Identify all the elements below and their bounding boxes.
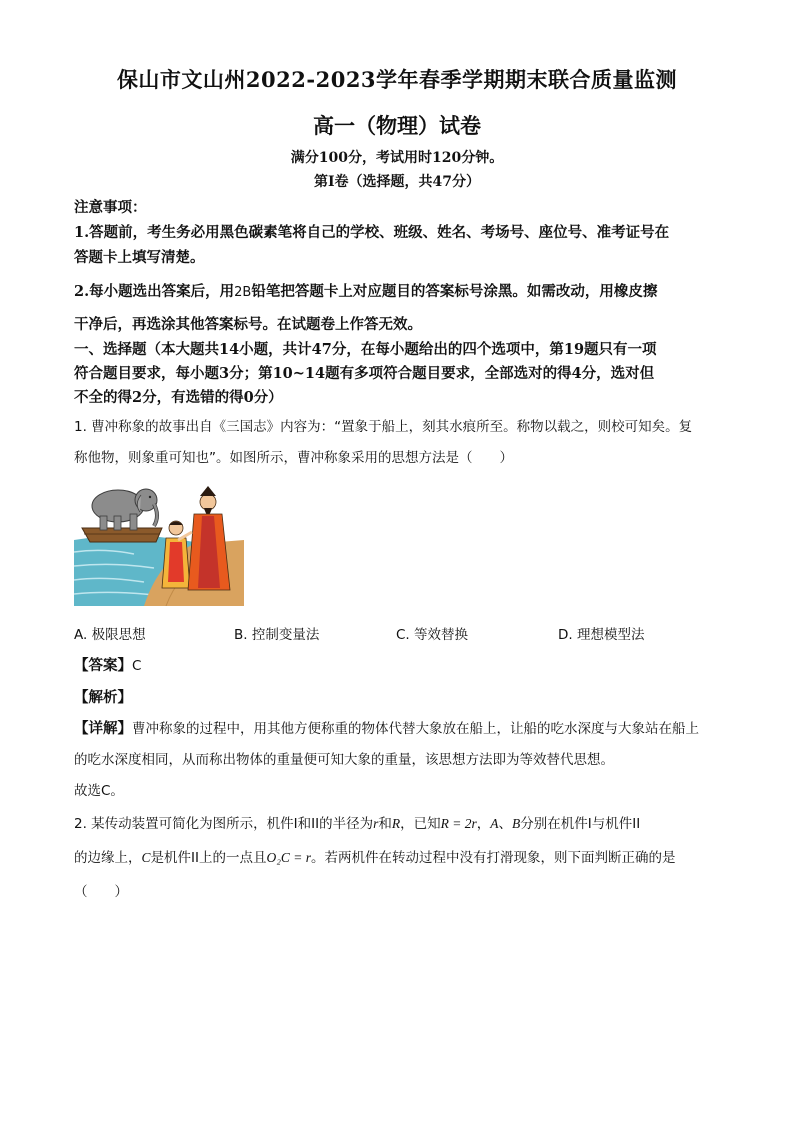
q2-text-i: 。若两机件在转动过程中没有打滑现象，则下面判断正确的是	[311, 850, 676, 866]
q1-conclusion: 故选C。	[74, 783, 124, 799]
exam-subtitle: 高一（物理）试卷	[313, 113, 481, 138]
q1-detail-line1	[74, 717, 724, 738]
q2-var-B: B	[512, 816, 521, 831]
section1-line2: 符合题目要求，每小题3分；第10~14题有多项符合题目要求，全部选对的得4分，选对但	[74, 365, 655, 382]
q2-text-b: 和	[378, 816, 392, 832]
q1-option-b: B. 控制变量法	[234, 627, 320, 643]
answer-value: C	[132, 658, 142, 674]
q1-stem-line1: 1. 曹冲称象的故事出自《三国志》内容为：“置象于船上，刻其水痕所至。称物以载之，则校可知矣。复	[74, 419, 693, 435]
q2-text-d: ，	[476, 816, 491, 832]
notes-item2-line2: 干净后，再选涂其他答案标号。在试题卷上作答无效。	[74, 316, 422, 333]
q1-option-c: C. 等效替换	[396, 627, 469, 643]
exam-meta-section: 第I卷（选择题，共47分）	[313, 174, 481, 190]
q1-answer-line	[74, 654, 724, 675]
section1-line1: 一、选择题（本大题共14小题，共计47分，在每小题给出的四个选项中，第19题只有一项	[74, 341, 657, 358]
q1-option-a: A. 极限思想	[74, 627, 146, 643]
q2-text-a: 2. 某传动装置可简化为图所示，机件I和II的半径为	[74, 816, 374, 832]
q2-eq-O2C: O₂C = r	[266, 850, 312, 865]
q2-text-h: 是机件II上的一点且	[150, 850, 267, 866]
q2-text-f: 分别在机件I与机件II	[520, 816, 641, 832]
exam-title: 保山市文山州2022-2023学年春季学期期末联合质量监测	[116, 67, 678, 92]
q2-var-C: C	[141, 850, 151, 865]
q2-text-c: ，已知	[400, 816, 441, 832]
q2-stem-line3: （ ）	[74, 884, 128, 900]
q2-text-e: 、	[498, 816, 513, 832]
q1-stem-line2: 称他物，则象重可知也”。如图所示，曹冲称象采用的思想方法是（ ）	[74, 450, 513, 466]
notes-item2-text-a: 2.每小题选出答案后，用	[74, 283, 235, 300]
notes-item2-line1	[74, 280, 724, 301]
section1-line3: 不全的得2分，有选错的得0分）	[74, 389, 283, 406]
notes-item1-line1: 1.答题前，考生务必用黑色碳素笔将自己的学校、班级、姓名、考场号、座位号、准考证号在	[74, 224, 670, 241]
q2-eq-R2r: R = 2r	[440, 816, 477, 831]
q2-stem-line1	[74, 812, 724, 832]
exam-meta-score: 满分100分，考试用时120分钟。	[290, 150, 504, 166]
q1-detail-line2: 的吃水深度相同，从而称出物体的重量便可知大象的重量，该思想方法即为等效替代思想。	[74, 752, 614, 768]
q2-var-r: r	[373, 816, 379, 831]
answer-tag: 【答案】	[74, 657, 132, 674]
detail-tag: 【详解】	[74, 720, 132, 737]
analysis-tag: 【解析】	[74, 689, 132, 706]
q2-stem-line2	[74, 846, 724, 866]
cao-chong-elephant-illustration	[74, 482, 244, 606]
q2-var-R: R	[391, 816, 401, 831]
q2-text-g: 的边缘上，	[74, 850, 142, 866]
notes-item2-2b: 2B	[234, 285, 252, 300]
q2-var-A: A	[490, 816, 499, 831]
q1-option-d: D. 理想模型法	[558, 627, 645, 643]
detail-text-1: 曹冲称象的过程中，用其他方便称重的物体代替大象放在船上，让船的吃水深度与大象站在船上	[132, 721, 699, 737]
notes-item1-line2: 答题卡上填写清楚。	[74, 249, 205, 266]
notes-heading: 注意事项：	[74, 199, 147, 216]
notes-item2-text-c: 铅笔把答题卡上对应题目的答案标号涂黑。如需改动，用橡皮擦	[251, 283, 658, 300]
